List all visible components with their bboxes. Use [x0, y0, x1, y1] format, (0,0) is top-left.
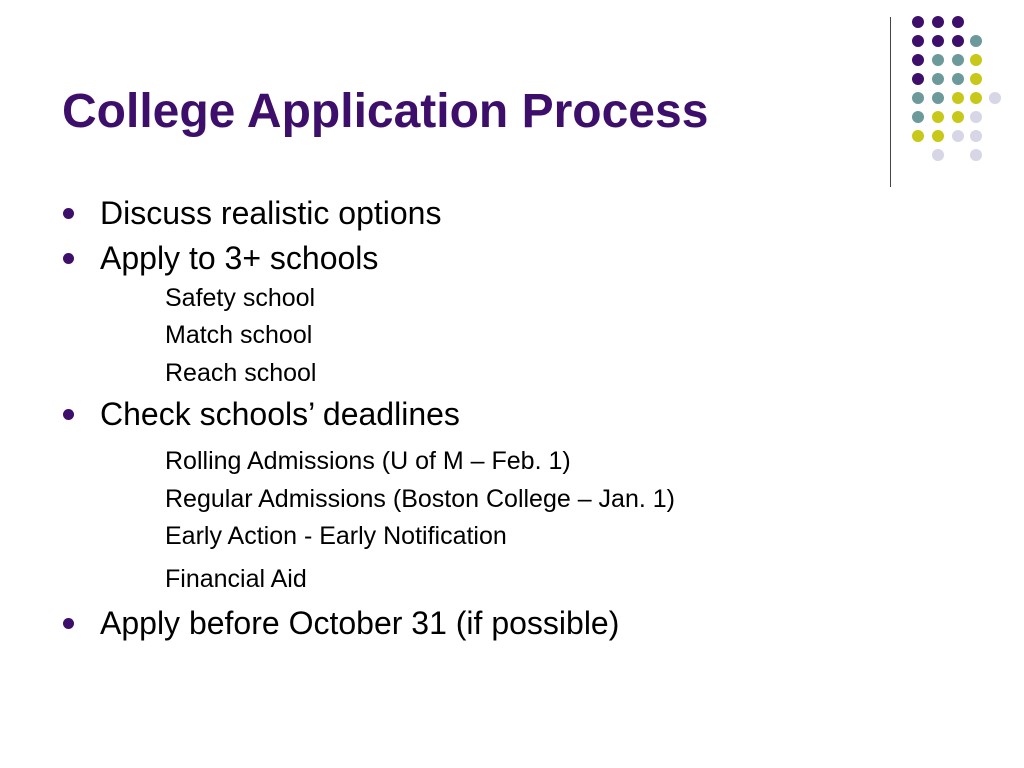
dot	[952, 54, 964, 66]
bullet-item-discuss-options: Discuss realistic options	[100, 195, 442, 231]
subitem-safety-school: Safety school	[165, 284, 316, 312]
dot	[932, 130, 944, 142]
vertical-divider	[890, 17, 891, 187]
dot	[912, 35, 924, 47]
bullet-item-check-deadlines: Check schools’ deadlines	[100, 396, 460, 432]
subitem-rolling-admissions: Rolling Admissions (U of M – Feb. 1)	[165, 447, 571, 475]
dot	[952, 35, 964, 47]
dot	[932, 111, 944, 123]
dot	[970, 73, 982, 85]
dot	[932, 16, 944, 28]
dot	[932, 92, 944, 104]
subitem-regular-admissions: Regular Admissions (Boston College – Jan. 1)	[165, 485, 675, 513]
bullet-dot	[63, 409, 74, 420]
dot	[952, 111, 964, 123]
subitem-reach-school: Reach school	[165, 359, 317, 387]
bullet-dot	[63, 208, 74, 219]
dot	[989, 92, 1001, 104]
slide-title: College Application Process	[62, 85, 709, 138]
bullet-item-apply-before: Apply before October 31 (if possible)	[100, 605, 620, 641]
subitem-early-action: Early Action - Early Notification	[165, 522, 507, 550]
dot	[912, 16, 924, 28]
dot	[970, 54, 982, 66]
dot	[952, 73, 964, 85]
dot	[970, 92, 982, 104]
dot	[932, 35, 944, 47]
dot	[912, 73, 924, 85]
bullet-dot	[63, 618, 74, 629]
dot	[970, 35, 982, 47]
dot	[932, 54, 944, 66]
dot	[932, 149, 944, 161]
dot	[912, 130, 924, 142]
dot	[970, 149, 982, 161]
dot	[952, 130, 964, 142]
dot	[970, 111, 982, 123]
dot	[912, 54, 924, 66]
subitem-financial-aid: Financial Aid	[165, 565, 307, 593]
dot	[952, 16, 964, 28]
bullet-dot	[63, 253, 74, 264]
bullet-item-apply-schools: Apply to 3+ schools	[100, 240, 379, 276]
subitem-match-school: Match school	[165, 321, 313, 349]
dot	[952, 92, 964, 104]
dot	[970, 130, 982, 142]
dot	[932, 73, 944, 85]
dot	[912, 111, 924, 123]
dot	[912, 92, 924, 104]
